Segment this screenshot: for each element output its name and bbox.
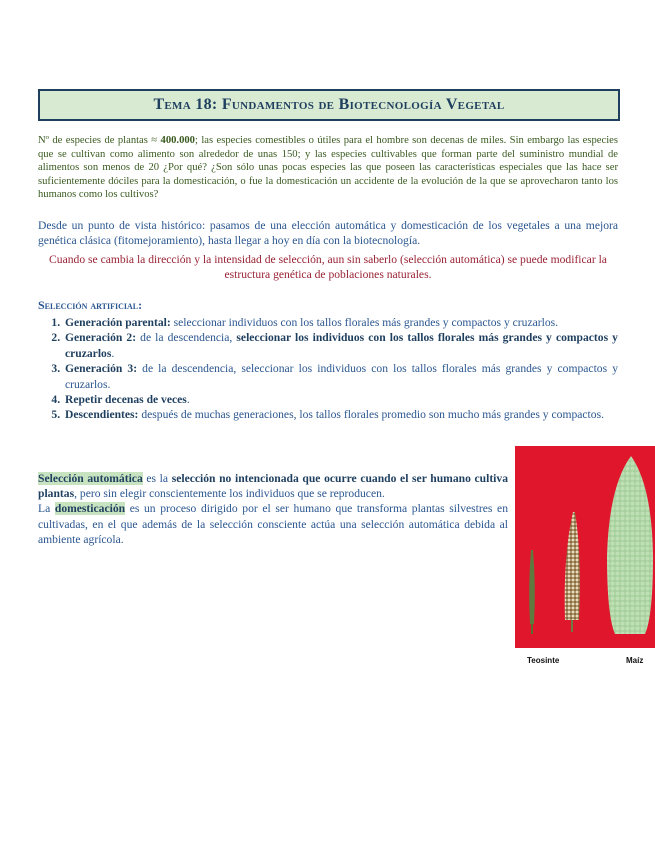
step-label: Repetir decenas de veces [65,393,187,407]
maize-caption: Maíz [626,656,644,665]
step-label: Generación 2: [65,331,137,345]
step-text: de la descendencia, seleccionar los individuos con los tallos florales más grandes y compactos y cruzarlos. [65,362,618,391]
teosinte-maize-photo [515,446,655,648]
step-label: Descendientes: [65,408,139,422]
step-text: de la descendencia, [136,331,237,345]
auto-selection-emphasis: selección no intencionada que ocurre cuando el ser humano cultiva plantas [38,472,508,501]
definition-text: , pero sin elegir conscientemente los individuos que se reproducen. [74,487,385,501]
intro-text-1: Nº de especies de plantas ≈ [38,135,161,146]
definitions-block [38,471,508,547]
list-item [63,315,618,330]
step-emphasis: seleccionar los individuos con los tallos florales más grandes y compactos y cruzarlos [65,331,618,360]
domestication-term: domesticación [54,502,126,516]
species-count: 400.000 [160,135,195,146]
step-text: seleccionar individuos con los tallos florales más grandes y compactos y cruzarlos. [170,316,559,329]
selection-heading: Selección artificial: [38,298,143,312]
list-item [63,330,618,361]
teosinte-caption: Teosinte [527,656,560,665]
key-statement: Cuando se cambia la dirección y la intensidad de selección, aun sin saberlo (selección automática) se puede modificar la estructura genética de poblaciones naturales. [49,253,607,281]
step-label: Generación 3: [65,362,138,376]
historic-paragraph: Desde un punto de vista histórico: pasamos de una elección automática y domesticación de los vegetales a una mejora genética clásica (fitomejoramiento), hasta llegar a hoy en día con la biotecnología. [38,219,618,247]
auto-selection-term: Selección automática [38,472,143,485]
definition-text: es un proceso dirigido por el ser humano que transforma plantas silvestres en cultivadas, en el que además de la selección consciente actúa una selección automática debida al ambiente agrícola. [38,502,508,546]
auto-selection-definition [38,471,508,501]
intro-text-2: ; las especies comestibles o útiles para el hombre son decenas de miles. Sin embargo las especies que se cultivan como alimento son alrededor de unas 150; y las especies cultivables que forman parte del suministro mundial de alimentos son menos de 20 ¿Por qué? ¿Son sólo unas pocas especies las que poseen las características especiales que las hace ser suficientemente dóciles para la domesticación, o fue la domesticación un accidente de la evolución de la que se aprovecharon tanto los humanos como los cultivos? [38,135,618,201]
corn-ears-illustration [515,446,655,648]
intermediate-ear [565,512,580,620]
title-box [38,89,620,121]
domestication-definition [38,501,508,547]
page-title: Tema 18: Fundamentos de Biotecnología Vegetal [153,96,505,113]
list-item [63,392,618,407]
maize-ear [607,456,653,634]
step-text: . [111,346,115,360]
intro-paragraph [38,134,618,202]
teosinte-ear [529,550,535,624]
list-item [63,361,618,392]
step-text: después de muchas generaciones, los tallos florales promedio son mucho más grandes y compactos. [138,408,604,422]
step-label: Generación parental: [65,316,171,329]
list-item [63,407,618,422]
step-text: . [186,393,190,407]
definition-text: La [38,502,55,516]
selection-steps-list [38,315,618,423]
definition-text: es la [142,472,172,485]
